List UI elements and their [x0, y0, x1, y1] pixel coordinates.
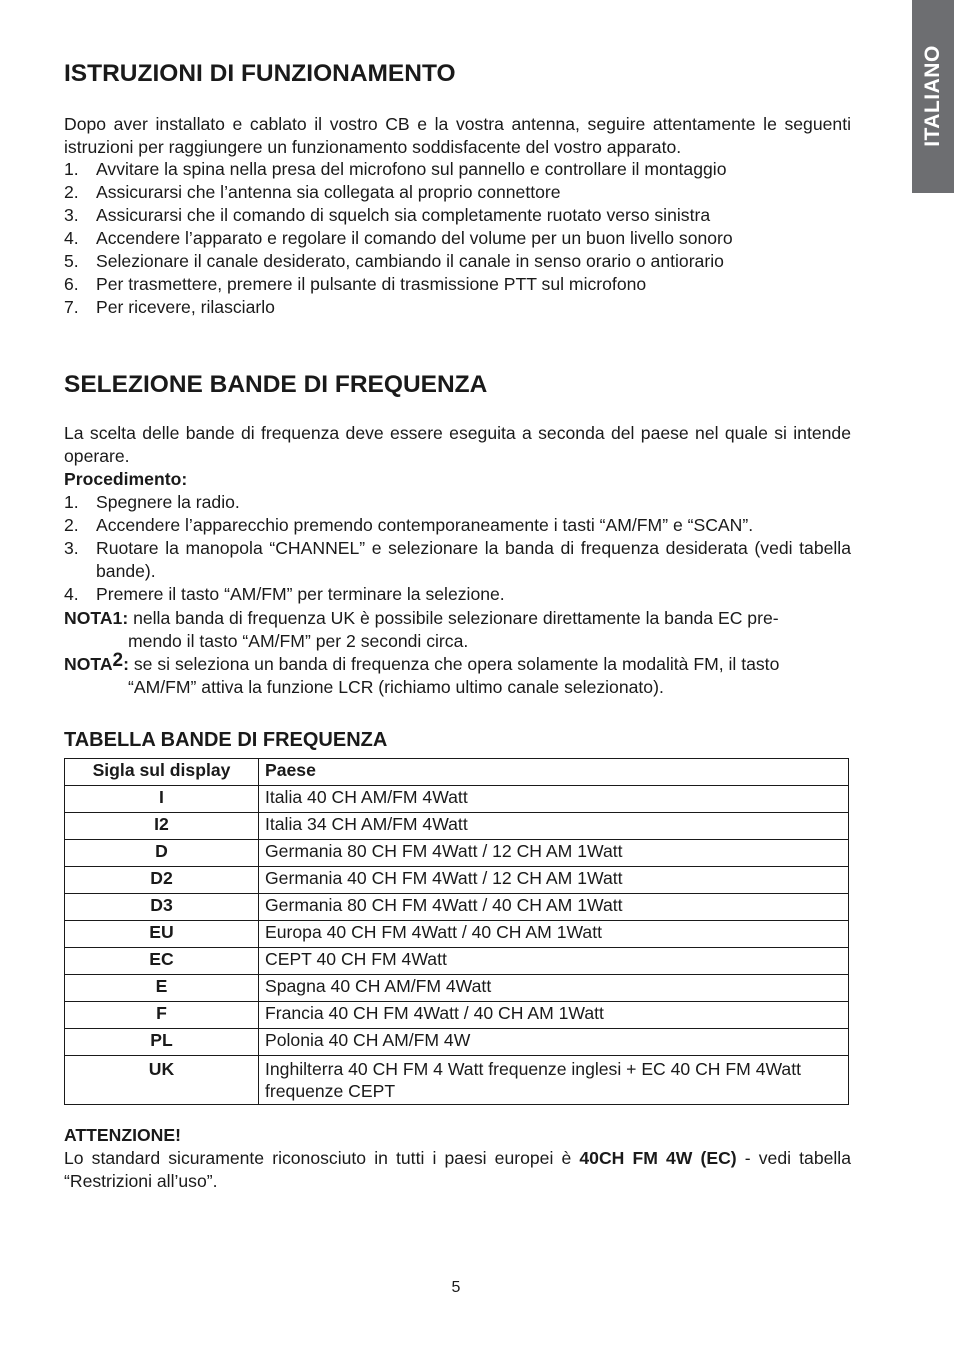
section2-title: SELEZIONE BANDE DI FREQUENZA: [64, 371, 488, 398]
note1-line1: nella banda di frequenza UK è possibile selezionare direttamente la banda EC pre-: [133, 608, 779, 628]
cell-display-code: E: [65, 975, 259, 1002]
table-row: [65, 786, 849, 813]
warning-standard: 40CH FM 4W (EC): [579, 1148, 737, 1168]
list-item: [64, 583, 851, 606]
note2-line2: “AM/FM” attiva la funzione LCR (richiamo ultimo canale selezionato).: [128, 677, 664, 697]
header-display-code: Sigla sul display: [65, 759, 259, 786]
cell-display-code: EU: [65, 921, 259, 948]
list-item-text: Premere il tasto “AM/FM” per terminare la selezione.: [96, 584, 505, 604]
warning-text: Lo standard sicuramente riconosciuto in tutti i paesi europei è 40CH FM 4W (EC) - vedi tabella “Restrizioni all’uso”.: [64, 1148, 851, 1191]
list-item-text: Assicurarsi che l’antenna sia collegata al proprio connettore: [96, 182, 561, 202]
list-item-number: 2.: [64, 182, 79, 202]
table-row: [65, 1029, 849, 1056]
cell-display-code: I: [65, 786, 259, 813]
cell-country: Germania 80 CH FM 4Watt / 40 CH AM 1Watt: [259, 894, 849, 921]
cell-display-code: D3: [65, 894, 259, 921]
list-item-text: Avvitare la spina nella presa del microfono sul pannello e controllare il montaggio: [96, 159, 727, 179]
cell-country: Francia 40 CH FM 4Watt / 40 CH AM 1Watt: [259, 1002, 849, 1029]
list-item-number: 1.: [64, 159, 79, 179]
table-row: [65, 975, 849, 1002]
list-item: [64, 273, 851, 296]
list-item-text: Per ricevere, rilasciarlo: [96, 297, 275, 317]
table-row: [65, 840, 849, 867]
note1: [64, 607, 851, 653]
table-row: [65, 867, 849, 894]
list-item-number: 7.: [64, 297, 79, 317]
table-title: TABELLA BANDE DI FREQUENZA: [64, 729, 388, 751]
section1-intro: Dopo aver installato e cablato il vostro CB e la vostra antenna, seguire attentamente le seguenti istruzioni per raggiungere un funzionamento soddisfacente del vostro apparato.: [64, 114, 851, 157]
note1-line2: mendo il tasto “AM/FM” per 2 secondi circa.: [128, 631, 469, 651]
language-tab: [912, 0, 954, 193]
cell-display-code: D2: [65, 867, 259, 894]
list-item-text: Accendere l’apparecchio premendo contemporaneamente i tasti “AM/FM” e “SCAN”.: [96, 515, 754, 535]
note1-label: NOTA1:: [64, 608, 129, 628]
note2-label: NOTA$^2$:: [64, 650, 129, 674]
list-item-text: Ruotare la manopola “CHANNEL” e selezionare la banda di frequenza desiderata (vedi tabella bande).: [96, 538, 851, 581]
cell-display-code: F: [65, 1002, 259, 1029]
operating-steps-list: [64, 158, 851, 319]
list-item-number: 3.: [64, 205, 79, 225]
list-item-number: 4.: [64, 584, 79, 604]
table-row: [65, 894, 849, 921]
header-country: Paese: [259, 759, 849, 786]
language-tab-label: ITALIANO: [921, 45, 944, 147]
cell-country: Italia 34 CH AM/FM 4Watt: [259, 813, 849, 840]
cell-country: Spagna 40 CH AM/FM 4Watt: [259, 975, 849, 1002]
procedure-steps-list: [64, 491, 851, 606]
warning-title: ATTENZIONE!: [64, 1125, 181, 1145]
cell-display-code: EC: [65, 948, 259, 975]
cell-country: CEPT 40 CH FM 4Watt: [259, 948, 849, 975]
table-row: [65, 813, 849, 840]
list-item: [64, 537, 851, 583]
list-item: [64, 250, 851, 273]
cell-country: Polonia 40 CH AM/FM 4W: [259, 1029, 849, 1056]
table-row: [65, 1056, 849, 1105]
note2-line1: se si seleziona un banda di frequenza che opera solamente la modalità FM, il tasto: [133, 654, 780, 674]
section1-title: ISTRUZIONI DI FUNZIONAMENTO: [64, 60, 456, 87]
list-item: [64, 204, 851, 227]
list-item: [64, 491, 851, 514]
list-item-number: 5.: [64, 251, 79, 271]
list-item: [64, 514, 851, 537]
section2-intro: La scelta delle bande di frequenza deve essere eseguita a seconda del paese nel quale si intende operare.: [64, 423, 851, 466]
table-row: [65, 921, 849, 948]
list-item-text: Accendere l’apparato e regolare il comando del volume per un buon livello sonoro: [96, 228, 733, 248]
cell-country: Europa 40 CH FM 4Watt / 40 CH AM 1Watt: [259, 921, 849, 948]
list-item: [64, 181, 851, 204]
list-item-number: 2.: [64, 515, 79, 535]
cell-display-code: UK: [65, 1056, 259, 1105]
procedure-label: Procedimento:: [64, 469, 188, 489]
cell-display-code: I2: [65, 813, 259, 840]
list-item-number: 1.: [64, 492, 79, 512]
note2-superscript: 2: [112, 650, 124, 671]
list-item: [64, 227, 851, 250]
list-item-text: Per trasmettere, premere il pulsante di trasmissione PTT sul microfono: [96, 274, 647, 294]
list-item: [64, 158, 851, 181]
cell-display-code: D: [65, 840, 259, 867]
table-row: [65, 948, 849, 975]
list-item-number: 3.: [64, 538, 79, 558]
list-item-text: Assicurarsi che il comando di squelch sia completamente ruotato verso sinistra: [96, 205, 711, 225]
cell-country: Italia 40 CH AM/FM 4Watt: [259, 786, 849, 813]
cell-display-code: PL: [65, 1029, 259, 1056]
page-number: 5: [451, 1279, 461, 1296]
list-item-text: Spegnere la radio.: [96, 492, 240, 512]
frequency-bands-table: [64, 758, 849, 1105]
list-item-text: Selezionare il canale desiderato, cambiando il canale in senso orario o antiorario: [96, 251, 724, 271]
table-row: [65, 1002, 849, 1029]
list-item-number: 4.: [64, 228, 79, 248]
list-item: [64, 296, 851, 319]
table-header-row: [65, 759, 849, 786]
note2: [64, 650, 851, 699]
cell-country: Inghilterra 40 CH FM 4 Watt frequenze inglesi + EC 40 CH FM 4Watt frequenze CEPT: [259, 1056, 849, 1105]
cell-country: Germania 80 CH FM 4Watt / 12 CH AM 1Watt: [259, 840, 849, 867]
list-item-number: 6.: [64, 274, 79, 294]
cell-country: Germania 40 CH FM 4Watt / 12 CH AM 1Watt: [259, 867, 849, 894]
